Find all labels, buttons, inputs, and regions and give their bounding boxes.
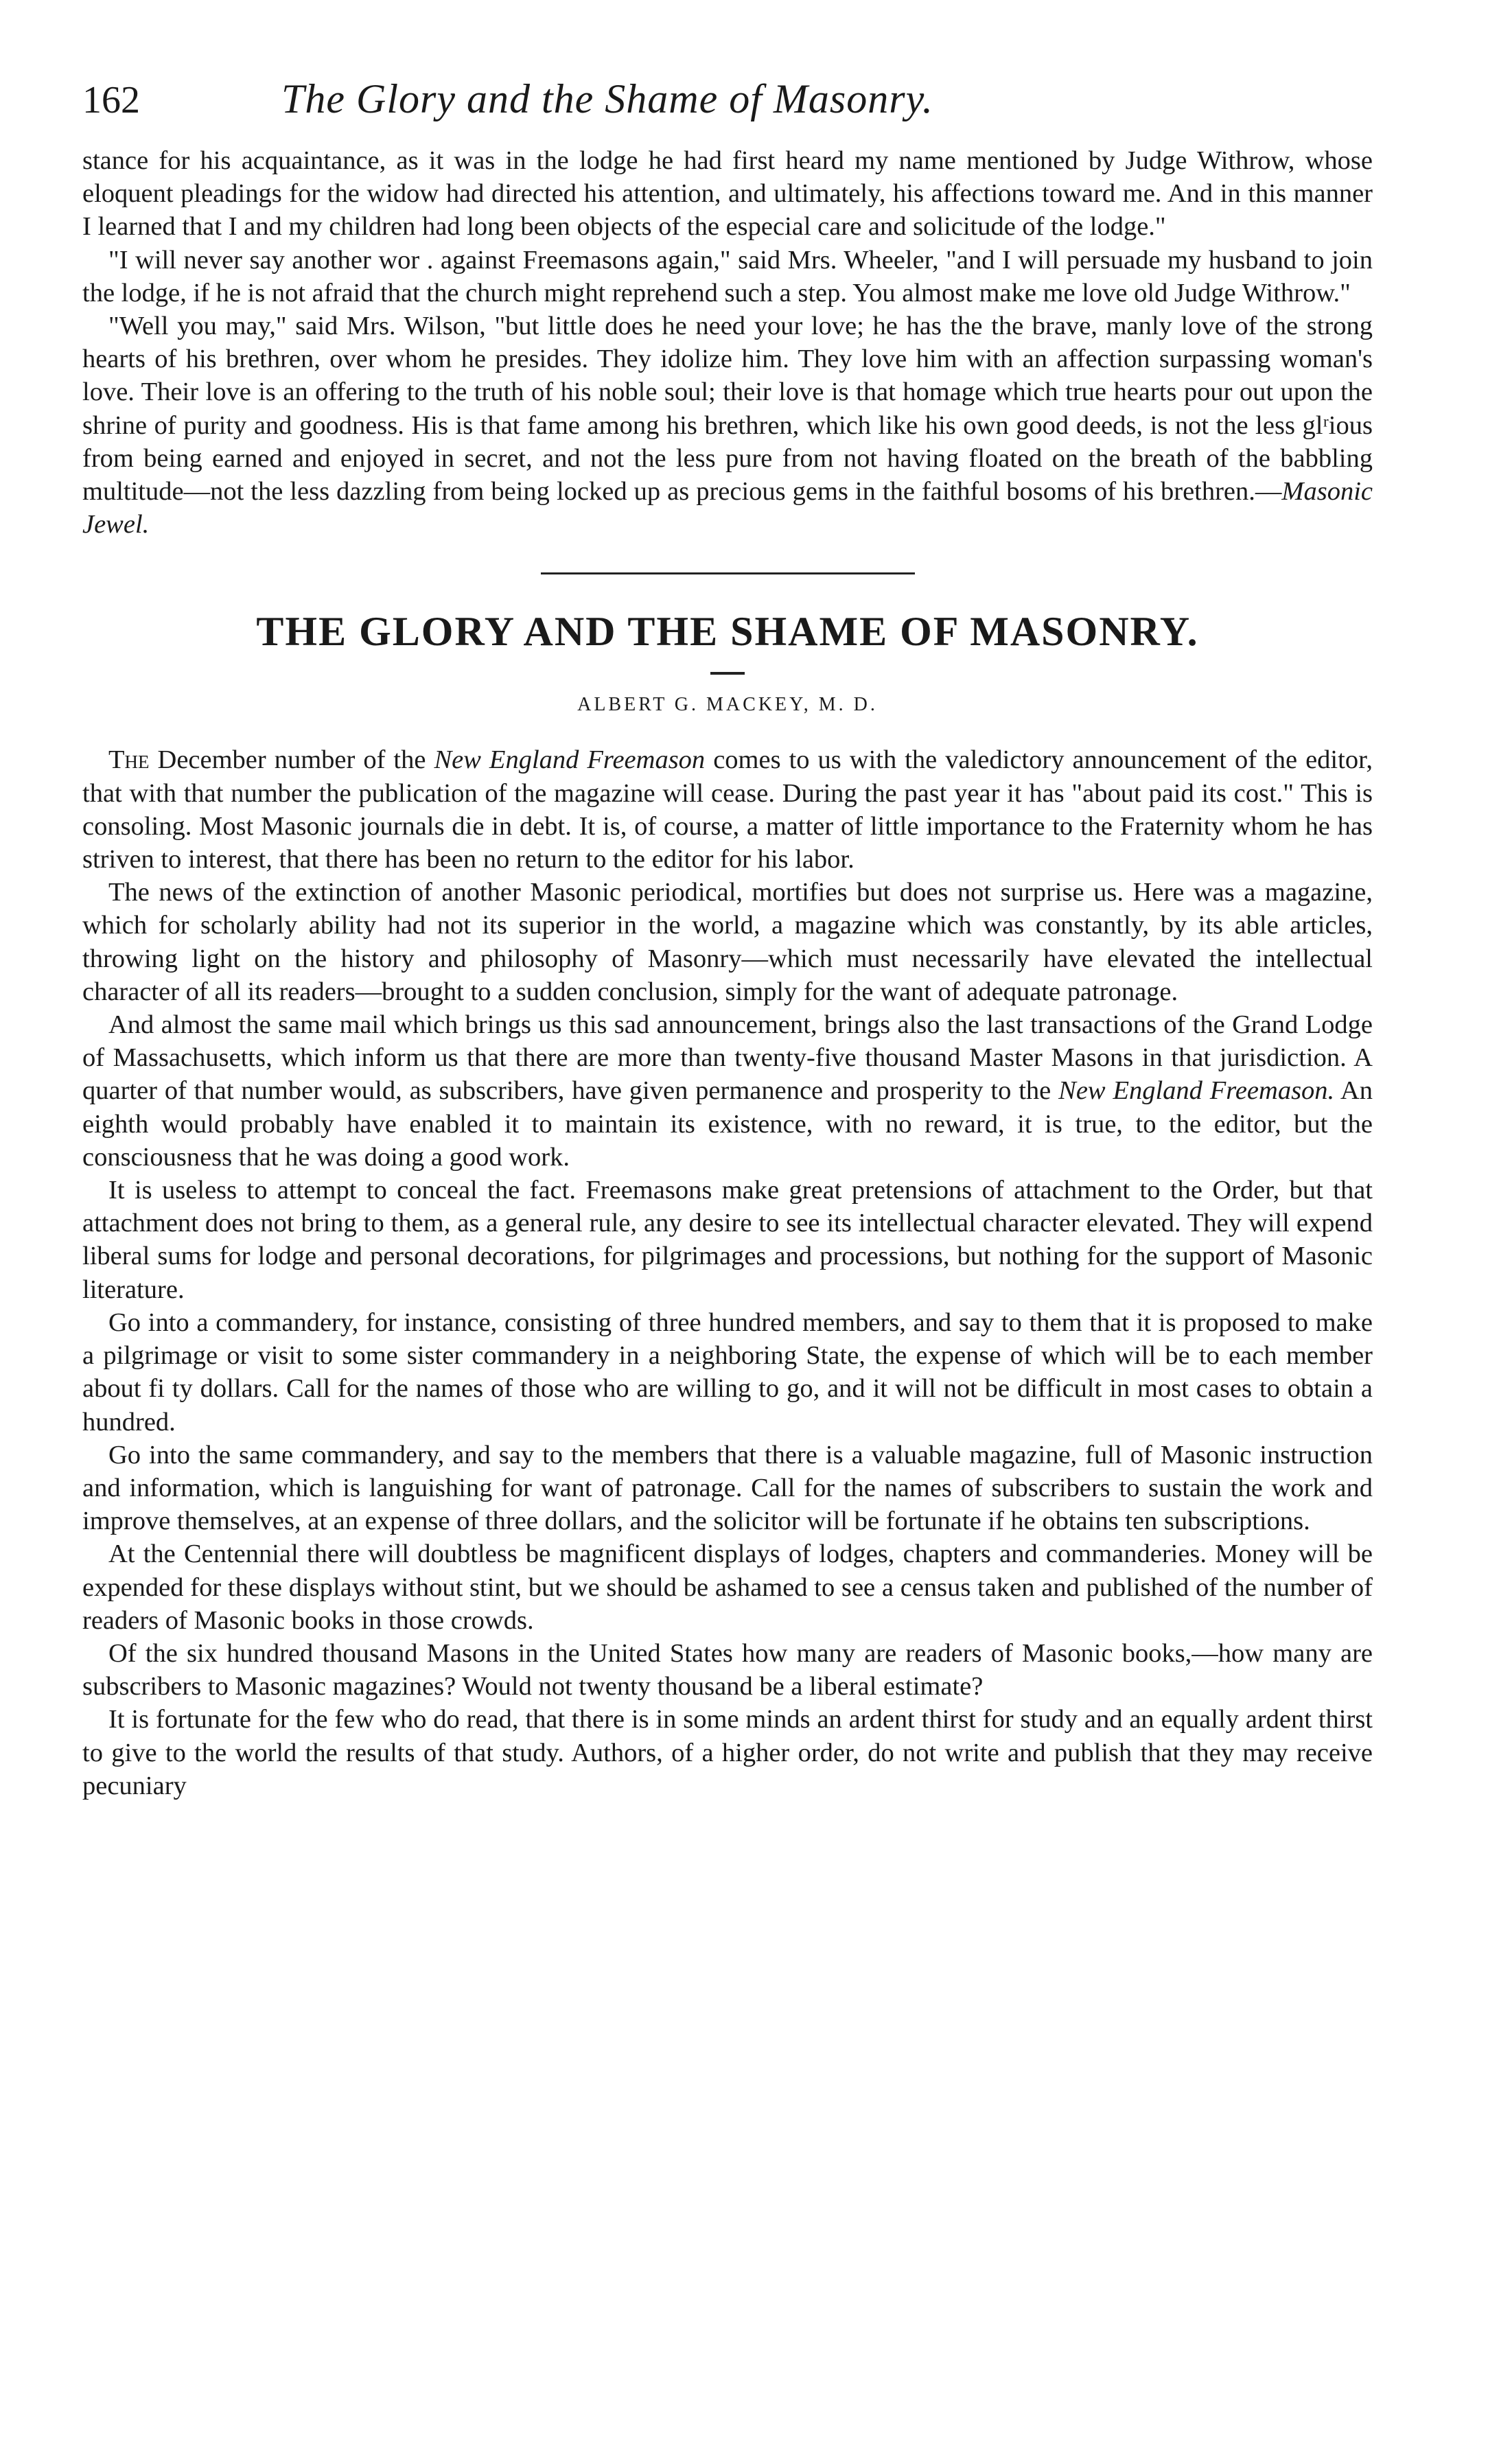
article-byline: ALBERT G. MACKEY, M. D. bbox=[577, 694, 878, 716]
page-number: 162 bbox=[82, 79, 140, 121]
previous-article-tail bbox=[82, 144, 1373, 541]
paragraph: stance for his acquaintance, as it was in the lodge he had first heard my name mentioned by Judge Withrow, whose eloquent pleadings for the widow had directed his attention, and ultimately, his affections toward me. And in this manner I learned that I and my children had long been objects of the especial care and solicitude of the lodge." bbox=[82, 146, 1373, 242]
paragraph: Go into a commandery, for instance, consisting of three hundred members, and say to them that it is proposed to make a pilgrimage or visit to some sister commandery in a neighboring State, the expense of which will be to each member about fi ty dollars. Call for the names of those who are willing to go, and it will not be difficult in most cases to obtain a hundred. bbox=[82, 1307, 1373, 1437]
paragraph: Go into the same commandery, and say to the members that there is a valuable magazine, full of Masonic instruction and information, which is languishing for want of patronage. Call for the names of subscribers to sustain the work and improve themselves, at an expense of three dollars, and the solicitor will be fortunate if he obtains ten subscriptions. bbox=[82, 1440, 1373, 1536]
publication-title: New England Freemason. bbox=[1058, 1076, 1335, 1106]
paragraph bbox=[82, 310, 1373, 541]
paragraph: It is fortunate for the few who do read, that there is in some minds an ardent thirst for study and an equally ardent thirst to give to the world the results of that study. Authors, of a higher order, do not write and publish that they may receive pecuniary bbox=[82, 1705, 1373, 1800]
section-divider bbox=[541, 572, 915, 574]
source-citation: Masonic Jewel. bbox=[82, 477, 1373, 539]
article-title: THE GLORY AND THE SHAME OF MASONRY. bbox=[256, 609, 1199, 655]
paragraph: And almost the same mail which brings us this sad announcement, brings also the last transactions of the Grand Lodge of Massachusetts, which inform us that there are more than twenty-five thousand Master Masons in that jurisdiction. A quarter of that number would, as subscribers, have given permanence and prosperity to the New England Freemason. An eighth would probably have enabled it to maintain its existence, with no reward, it is true, to the editor, but the consciousness that he was doing a good work. bbox=[82, 1010, 1373, 1172]
book-page bbox=[82, 75, 1373, 1802]
running-title: The Glory and the Shame of Masonry. bbox=[281, 76, 933, 121]
title-rule bbox=[710, 672, 745, 675]
article bbox=[82, 607, 1373, 1802]
publication-title: New England Freemason bbox=[434, 745, 706, 775]
paragraph: Of the six hundred thousand Masons in the United States how many are readers of Masonic books,—how many are subscribers to Masonic magazines? Would not twenty thousand be a liberal estimate? bbox=[82, 1638, 1373, 1701]
lead-word: The bbox=[108, 745, 150, 775]
paragraph: At the Centennial there will doubtless be magnificent displays of lodges, chapters and commanderies. Money will be expended for these displays without stint, but we should be ashamed to see a census taken and published of the number of readers of Masonic books in those crowds. bbox=[82, 1539, 1373, 1635]
paragraph: It is useless to attempt to conceal the fact. Freemasons make great pretensions of attachment to the Order, but that attachment does not bring to them, as a general rule, any desire to see its intellectual character elevated. They will expend liberal sums for lodge and personal decorations, for pilgrimages and processions, but nothing for the support of Masonic literature. bbox=[82, 1176, 1373, 1304]
paragraph: "I will never say another wor . against Freemasons again," said Mrs. Wheeler, "and I will persuade my husband to join the lodge, if he is not afraid that the church might reprehend such a step. You almost make me love old Judge Withrow." bbox=[82, 245, 1373, 307]
paragraph: The December number of the New England Freemason comes to us with the valedictory announcement of the editor, that with that number the publication of the magazine will cease. During the past year it has "about paid its cost." This is consoling. Most Masonic journals die in debt. It is, of course, a matter of little importance to the Fraternity whom he has striven to interest, that there has been no return to the editor for his labor. bbox=[82, 745, 1373, 874]
paragraph: The news of the extinction of another Masonic periodical, mortifies but does not surprise us. Here was a magazine, which for scholarly ability had not its superior in the world, a magazine which was constantly, by its able articles, throwing light on the history and philosophy of Masonry—which must necessarily have elevated the intellectual character of all its readers—brought to a sudden conclusion, simply for the want of adequate patronage. bbox=[82, 878, 1373, 1006]
paragraph-text: "Well you may," said Mrs. Wilson, "but little does he need your love; he has the the brave, manly love of the strong hearts of his brethren, over whom he presides. They idolize him. They love him with an affection surpassing woman's love. Their love is an offering to the truth of his noble soul; their love is that homage which true hearts pour out upon the shrine of purity and goodness. His is that fame among his brethren, which like his own good deeds, is not the less glʳious from being earned and enjoyed in secret, and not the less pure from not having floated on the breath of the babbling multitude—not the less dazzling from being locked up as precious gems in the faithful bosoms of his brethren.— bbox=[82, 312, 1373, 507]
running-head bbox=[82, 75, 1373, 137]
